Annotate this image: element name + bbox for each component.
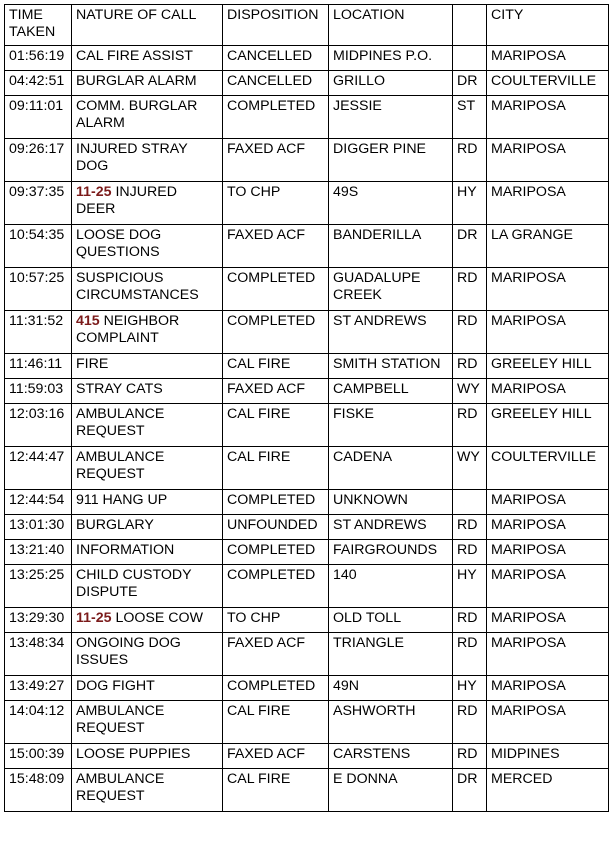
- cell-time-taken: 13:29:30: [5, 608, 72, 633]
- cell-time-taken: 13:21:40: [5, 540, 72, 565]
- cell-disposition: COMPLETED: [223, 96, 329, 139]
- table-row: [5, 744, 609, 769]
- header-row: [5, 5, 609, 46]
- table-row: [5, 96, 609, 139]
- cell-street-suffix: RD: [453, 139, 487, 182]
- header-street-suffix: [453, 5, 487, 46]
- cell-disposition: FAXED ACF: [223, 633, 329, 676]
- nature-text: LOOSE COW: [115, 610, 203, 626]
- cell-time-taken: 11:31:52: [5, 311, 72, 354]
- cell-nature-of-call: [72, 701, 223, 744]
- cell-time-taken: 15:00:39: [5, 744, 72, 769]
- cell-disposition: COMPLETED: [223, 565, 329, 608]
- cell-nature-of-call: [72, 515, 223, 540]
- cell-disposition: CAL FIRE: [223, 354, 329, 379]
- cell-city: MARIPOSA: [487, 676, 609, 701]
- header-time-taken: TIME TAKEN: [5, 5, 72, 46]
- cell-location: CAMPBELL: [329, 379, 453, 404]
- cell-disposition: CAL FIRE: [223, 769, 329, 812]
- cell-time-taken: 15:48:09: [5, 769, 72, 812]
- cell-disposition: CAL FIRE: [223, 701, 329, 744]
- cell-city: MARIPOSA: [487, 139, 609, 182]
- cell-city: COULTERVILLE: [487, 447, 609, 490]
- cell-nature-of-call: [72, 46, 223, 71]
- cell-city: MERCED: [487, 769, 609, 812]
- cell-location: 140: [329, 565, 453, 608]
- cell-disposition: FAXED ACF: [223, 744, 329, 769]
- cell-time-taken: 01:56:19: [5, 46, 72, 71]
- cell-disposition: TO CHP: [223, 608, 329, 633]
- cell-time-taken: 11:59:03: [5, 379, 72, 404]
- cell-location: ST ANDREWS: [329, 515, 453, 540]
- header-location: LOCATION: [329, 5, 453, 46]
- cell-nature-of-call: [72, 182, 223, 225]
- cell-location: CARSTENS: [329, 744, 453, 769]
- cell-street-suffix: HY: [453, 565, 487, 608]
- cell-street-suffix: RD: [453, 633, 487, 676]
- nature-text: ONGOING DOG ISSUES: [76, 635, 181, 668]
- nature-text: INJURED DEER: [76, 184, 177, 217]
- cell-location: BANDERILLA: [329, 225, 453, 268]
- cell-nature-of-call: [72, 744, 223, 769]
- cell-time-taken: 11:46:11: [5, 354, 72, 379]
- cell-time-taken: 12:44:47: [5, 447, 72, 490]
- table-row: [5, 490, 609, 515]
- nature-text: COMM. BURGLAR ALARM: [76, 98, 198, 131]
- cell-city: MARIPOSA: [487, 540, 609, 565]
- cell-location: 49S: [329, 182, 453, 225]
- cell-disposition: COMPLETED: [223, 268, 329, 311]
- cell-time-taken: 12:44:54: [5, 490, 72, 515]
- call-log-table: [4, 4, 609, 812]
- nature-text: AMBULANCE REQUEST: [76, 449, 165, 482]
- header-disposition: DISPOSITION: [223, 5, 329, 46]
- table-row: [5, 540, 609, 565]
- header-nature-of-call: NATURE OF CALL: [72, 5, 223, 46]
- call-code: 415: [76, 313, 100, 329]
- cell-street-suffix: WY: [453, 447, 487, 490]
- cell-nature-of-call: [72, 96, 223, 139]
- cell-time-taken: 13:01:30: [5, 515, 72, 540]
- cell-city: MARIPOSA: [487, 608, 609, 633]
- table-row: [5, 701, 609, 744]
- nature-text: AMBULANCE REQUEST: [76, 771, 165, 804]
- cell-disposition: FAXED ACF: [223, 379, 329, 404]
- cell-location: MIDPINES P.O.: [329, 46, 453, 71]
- call-code: 11-25: [76, 184, 112, 200]
- cell-nature-of-call: [72, 379, 223, 404]
- nature-text: NEIGHBOR COMPLAINT: [76, 313, 180, 346]
- cell-location: E DONNA: [329, 769, 453, 812]
- cell-street-suffix: DR: [453, 769, 487, 812]
- nature-text: CAL FIRE ASSIST: [76, 48, 193, 64]
- cell-time-taken: 09:26:17: [5, 139, 72, 182]
- cell-time-taken: 09:37:35: [5, 182, 72, 225]
- table-row: [5, 608, 609, 633]
- cell-nature-of-call: [72, 540, 223, 565]
- cell-time-taken: 10:57:25: [5, 268, 72, 311]
- table-row: [5, 311, 609, 354]
- cell-nature-of-call: [72, 676, 223, 701]
- cell-location: FAIRGROUNDS: [329, 540, 453, 565]
- cell-city: MARIPOSA: [487, 490, 609, 515]
- table-row: [5, 404, 609, 447]
- cell-nature-of-call: [72, 354, 223, 379]
- nature-text: AMBULANCE REQUEST: [76, 406, 165, 439]
- cell-street-suffix: RD: [453, 701, 487, 744]
- cell-disposition: TO CHP: [223, 182, 329, 225]
- cell-nature-of-call: [72, 633, 223, 676]
- table-row: [5, 379, 609, 404]
- cell-disposition: FAXED ACF: [223, 225, 329, 268]
- cell-time-taken: 10:54:35: [5, 225, 72, 268]
- cell-city: MARIPOSA: [487, 633, 609, 676]
- cell-city: MARIPOSA: [487, 379, 609, 404]
- cell-location: UNKNOWN: [329, 490, 453, 515]
- nature-text: AMBULANCE REQUEST: [76, 703, 165, 736]
- cell-time-taken: 13:25:25: [5, 565, 72, 608]
- cell-disposition: CAL FIRE: [223, 447, 329, 490]
- cell-nature-of-call: [72, 225, 223, 268]
- cell-street-suffix: DR: [453, 71, 487, 96]
- cell-city: MARIPOSA: [487, 46, 609, 71]
- cell-location: GUADALUPE CREEK: [329, 268, 453, 311]
- cell-location: ASHWORTH: [329, 701, 453, 744]
- table-row: [5, 676, 609, 701]
- cell-city: COULTERVILLE: [487, 71, 609, 96]
- cell-street-suffix: RD: [453, 540, 487, 565]
- cell-nature-of-call: [72, 490, 223, 515]
- nature-text: SUSPICIOUS CIRCUMSTANCES: [76, 270, 199, 303]
- cell-city: MARIPOSA: [487, 701, 609, 744]
- table-row: [5, 182, 609, 225]
- call-log-body: [5, 46, 609, 812]
- cell-street-suffix: RD: [453, 404, 487, 447]
- cell-location: ST ANDREWS: [329, 311, 453, 354]
- cell-city: MARIPOSA: [487, 515, 609, 540]
- cell-location: 49N: [329, 676, 453, 701]
- cell-city: GREELEY HILL: [487, 404, 609, 447]
- table-row: [5, 565, 609, 608]
- cell-nature-of-call: [72, 447, 223, 490]
- nature-text: FIRE: [76, 356, 109, 372]
- nature-text: BURGLARY: [76, 517, 154, 533]
- cell-street-suffix: RD: [453, 268, 487, 311]
- cell-location: SMITH STATION: [329, 354, 453, 379]
- cell-location: GRILLO: [329, 71, 453, 96]
- cell-time-taken: 14:04:12: [5, 701, 72, 744]
- cell-disposition: CANCELLED: [223, 71, 329, 96]
- cell-street-suffix: RD: [453, 608, 487, 633]
- header-city: CITY: [487, 5, 609, 46]
- cell-location: DIGGER PINE: [329, 139, 453, 182]
- cell-city: MARIPOSA: [487, 96, 609, 139]
- table-row: [5, 633, 609, 676]
- cell-street-suffix: RD: [453, 354, 487, 379]
- cell-city: MARIPOSA: [487, 182, 609, 225]
- cell-location: CADENA: [329, 447, 453, 490]
- nature-text: LOOSE PUPPIES: [76, 746, 191, 762]
- cell-street-suffix: HY: [453, 676, 487, 701]
- cell-street-suffix: RD: [453, 744, 487, 769]
- nature-text: INFORMATION: [76, 542, 175, 558]
- cell-nature-of-call: [72, 608, 223, 633]
- cell-disposition: UNFOUNDED: [223, 515, 329, 540]
- cell-city: LA GRANGE: [487, 225, 609, 268]
- cell-time-taken: 13:48:34: [5, 633, 72, 676]
- nature-text: BURGLAR ALARM: [76, 73, 197, 89]
- cell-time-taken: 12:03:16: [5, 404, 72, 447]
- table-row: [5, 268, 609, 311]
- cell-time-taken: 13:49:27: [5, 676, 72, 701]
- cell-disposition: FAXED ACF: [223, 139, 329, 182]
- cell-disposition: COMPLETED: [223, 311, 329, 354]
- nature-text: CHILD CUSTODY DISPUTE: [76, 567, 192, 600]
- cell-disposition: COMPLETED: [223, 490, 329, 515]
- cell-location: FISKE: [329, 404, 453, 447]
- table-row: [5, 354, 609, 379]
- call-code: 11-25: [76, 610, 112, 626]
- nature-text: LOOSE DOG QUESTIONS: [76, 227, 162, 260]
- cell-nature-of-call: [72, 139, 223, 182]
- cell-street-suffix: DR: [453, 225, 487, 268]
- cell-disposition: COMPLETED: [223, 676, 329, 701]
- cell-city: MIDPINES: [487, 744, 609, 769]
- table-row: [5, 515, 609, 540]
- nature-text: INJURED STRAY DOG: [76, 141, 188, 174]
- cell-disposition: CANCELLED: [223, 46, 329, 71]
- table-row: [5, 447, 609, 490]
- cell-city: MARIPOSA: [487, 565, 609, 608]
- table-row: [5, 139, 609, 182]
- table-row: [5, 225, 609, 268]
- cell-disposition: CAL FIRE: [223, 404, 329, 447]
- nature-text: 911 HANG UP: [76, 492, 168, 508]
- table-row: [5, 769, 609, 812]
- cell-street-suffix: [453, 490, 487, 515]
- cell-nature-of-call: [72, 565, 223, 608]
- table-row: [5, 71, 609, 96]
- cell-city: GREELEY HILL: [487, 354, 609, 379]
- table-row: [5, 46, 609, 71]
- cell-city: MARIPOSA: [487, 268, 609, 311]
- nature-text: STRAY CATS: [76, 381, 163, 397]
- cell-nature-of-call: [72, 769, 223, 812]
- cell-location: JESSIE: [329, 96, 453, 139]
- cell-street-suffix: WY: [453, 379, 487, 404]
- cell-disposition: COMPLETED: [223, 540, 329, 565]
- cell-time-taken: 04:42:51: [5, 71, 72, 96]
- cell-city: MARIPOSA: [487, 311, 609, 354]
- cell-street-suffix: RD: [453, 311, 487, 354]
- nature-text: DOG FIGHT: [76, 678, 155, 694]
- cell-nature-of-call: [72, 404, 223, 447]
- cell-street-suffix: [453, 46, 487, 71]
- cell-nature-of-call: [72, 268, 223, 311]
- cell-location: OLD TOLL: [329, 608, 453, 633]
- cell-nature-of-call: [72, 311, 223, 354]
- cell-street-suffix: RD: [453, 515, 487, 540]
- cell-location: TRIANGLE: [329, 633, 453, 676]
- cell-time-taken: 09:11:01: [5, 96, 72, 139]
- cell-nature-of-call: [72, 71, 223, 96]
- cell-street-suffix: ST: [453, 96, 487, 139]
- cell-street-suffix: HY: [453, 182, 487, 225]
